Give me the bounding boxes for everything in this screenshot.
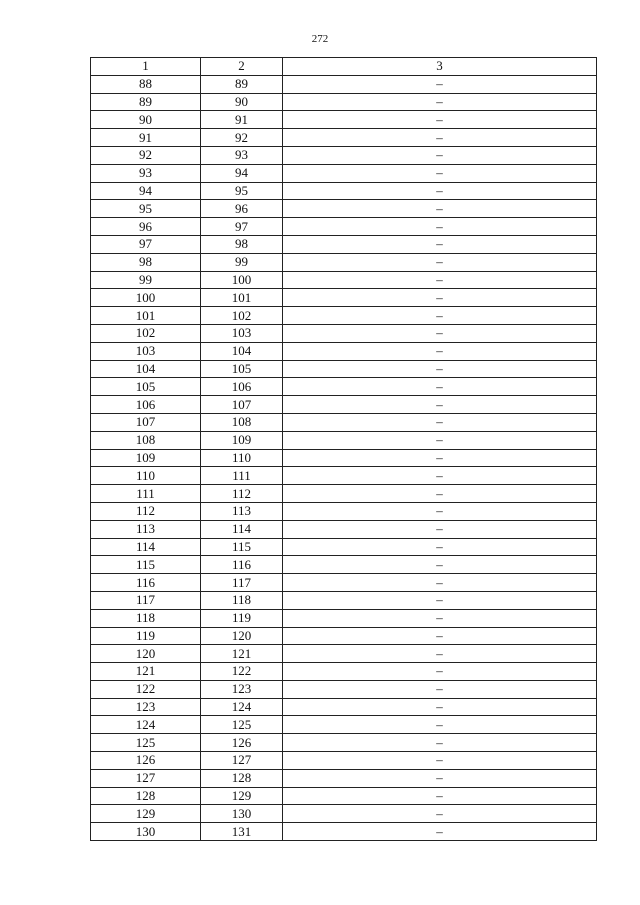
table-row: [91, 467, 597, 485]
table-cell-col-1: 126: [91, 752, 201, 770]
table-cell-col-3: –: [283, 218, 597, 236]
table-header: [91, 58, 597, 76]
table-cell-col-1: 92: [91, 146, 201, 164]
table-cell-col-2: 106: [201, 378, 283, 396]
table-cell-col-2: 117: [201, 574, 283, 592]
column-header-3: 3: [283, 58, 597, 76]
table-row: [91, 396, 597, 414]
table-cell-col-2: 91: [201, 111, 283, 129]
table-row: [91, 75, 597, 93]
table-row: [91, 271, 597, 289]
table-cell-col-3: –: [283, 431, 597, 449]
table-row: [91, 502, 597, 520]
table-cell-col-3: –: [283, 182, 597, 200]
table-cell-col-1: 130: [91, 823, 201, 841]
table-row: [91, 769, 597, 787]
table-row: [91, 235, 597, 253]
page-number: 272: [311, 33, 329, 45]
table-cell-col-2: 89: [201, 75, 283, 93]
table-cell-col-2: 93: [201, 146, 283, 164]
table-row: [91, 609, 597, 627]
table-cell-col-1: 89: [91, 93, 201, 111]
table-cell-col-2: 92: [201, 129, 283, 147]
table-cell-col-1: 102: [91, 324, 201, 342]
table-row: [91, 324, 597, 342]
table-cell-col-1: 107: [91, 413, 201, 431]
table-cell-col-3: –: [283, 146, 597, 164]
table-cell-col-1: 93: [91, 164, 201, 182]
table-row: [91, 698, 597, 716]
table-cell-col-2: 107: [201, 396, 283, 414]
table-cell-col-1: 129: [91, 805, 201, 823]
table-row: [91, 146, 597, 164]
table-cell-col-1: 124: [91, 716, 201, 734]
table-cell-col-2: 102: [201, 307, 283, 325]
table-cell-col-3: –: [283, 111, 597, 129]
table-cell-col-2: 120: [201, 627, 283, 645]
table-cell-col-3: –: [283, 645, 597, 663]
table-row: [91, 200, 597, 218]
table-row: [91, 805, 597, 823]
table-cell-col-1: 108: [91, 431, 201, 449]
table-cell-col-3: –: [283, 734, 597, 752]
table-cell-col-3: –: [283, 752, 597, 770]
table-cell-col-1: 118: [91, 609, 201, 627]
table-cell-col-3: –: [283, 200, 597, 218]
table-cell-col-1: 115: [91, 556, 201, 574]
table-cell-col-1: 98: [91, 253, 201, 271]
table-row: [91, 787, 597, 805]
table-row: [91, 538, 597, 556]
table-row: [91, 111, 597, 129]
table-cell-col-1: 105: [91, 378, 201, 396]
table-cell-col-3: –: [283, 538, 597, 556]
table-row: [91, 289, 597, 307]
table-cell-col-3: –: [283, 467, 597, 485]
table-cell-col-2: 111: [201, 467, 283, 485]
table-cell-col-3: –: [283, 396, 597, 414]
table-cell-col-2: 127: [201, 752, 283, 770]
table-cell-col-1: 120: [91, 645, 201, 663]
table-cell-col-2: 108: [201, 413, 283, 431]
table-row: [91, 485, 597, 503]
table-cell-col-1: 99: [91, 271, 201, 289]
table-cell-col-2: 110: [201, 449, 283, 467]
table-row: [91, 431, 597, 449]
table-cell-col-1: 116: [91, 574, 201, 592]
table-cell-col-2: 126: [201, 734, 283, 752]
table-cell-col-2: 125: [201, 716, 283, 734]
table-cell-col-2: 109: [201, 431, 283, 449]
table-row: [91, 627, 597, 645]
table-cell-col-3: –: [283, 378, 597, 396]
table-cell-col-3: –: [283, 75, 597, 93]
table-row: [91, 342, 597, 360]
table-cell-col-1: 123: [91, 698, 201, 716]
table-cell-col-2: 103: [201, 324, 283, 342]
table-cell-col-1: 125: [91, 734, 201, 752]
table-cell-col-1: 94: [91, 182, 201, 200]
table-cell-col-3: –: [283, 520, 597, 538]
table-cell-col-3: –: [283, 556, 597, 574]
table-cell-col-3: –: [283, 698, 597, 716]
table-cell-col-3: –: [283, 449, 597, 467]
table-row: [91, 413, 597, 431]
table-cell-col-2: 94: [201, 164, 283, 182]
table-cell-col-2: 128: [201, 769, 283, 787]
table-cell-col-2: 100: [201, 271, 283, 289]
table-cell-col-2: 116: [201, 556, 283, 574]
table-cell-col-2: 114: [201, 520, 283, 538]
table-cell-col-2: 99: [201, 253, 283, 271]
table-row: [91, 680, 597, 698]
table-cell-col-3: –: [283, 716, 597, 734]
data-table: [90, 57, 597, 841]
table-cell-col-2: 105: [201, 360, 283, 378]
column-header-1: 1: [91, 58, 201, 76]
table-row: [91, 182, 597, 200]
table-row: [91, 663, 597, 681]
table-cell-col-1: 96: [91, 218, 201, 236]
table-cell-col-2: 131: [201, 823, 283, 841]
table-cell-col-3: –: [283, 342, 597, 360]
table-cell-col-1: 114: [91, 538, 201, 556]
table-cell-col-3: –: [283, 324, 597, 342]
table-cell-col-3: –: [283, 93, 597, 111]
table-cell-col-3: –: [283, 591, 597, 609]
column-header-2: 2: [201, 58, 283, 76]
table-cell-col-3: –: [283, 129, 597, 147]
table-cell-col-2: 118: [201, 591, 283, 609]
table-cell-col-2: 130: [201, 805, 283, 823]
table-cell-col-1: 113: [91, 520, 201, 538]
table-header-row: [91, 58, 597, 76]
table-row: [91, 734, 597, 752]
table-cell-col-2: 104: [201, 342, 283, 360]
table-cell-col-1: 90: [91, 111, 201, 129]
table-cell-col-3: –: [283, 271, 597, 289]
table-row: [91, 93, 597, 111]
table-cell-col-3: –: [283, 307, 597, 325]
table-cell-col-3: –: [283, 574, 597, 592]
table-cell-col-2: 119: [201, 609, 283, 627]
table-cell-col-1: 127: [91, 769, 201, 787]
table-cell-col-3: –: [283, 235, 597, 253]
table-row: [91, 716, 597, 734]
table-cell-col-3: –: [283, 253, 597, 271]
table-cell-col-1: 128: [91, 787, 201, 805]
table-row: [91, 574, 597, 592]
table-cell-col-2: 124: [201, 698, 283, 716]
table-cell-col-2: 121: [201, 645, 283, 663]
table-cell-col-2: 129: [201, 787, 283, 805]
table-cell-col-1: 103: [91, 342, 201, 360]
table-cell-col-3: –: [283, 769, 597, 787]
table-cell-col-3: –: [283, 663, 597, 681]
table-cell-col-3: –: [283, 787, 597, 805]
table-cell-col-1: 97: [91, 235, 201, 253]
table-cell-col-1: 117: [91, 591, 201, 609]
table-row: [91, 449, 597, 467]
table-row: [91, 520, 597, 538]
table-row: [91, 360, 597, 378]
table-cell-col-3: –: [283, 823, 597, 841]
table-cell-col-1: 106: [91, 396, 201, 414]
table-cell-col-1: 100: [91, 289, 201, 307]
table-cell-col-3: –: [283, 680, 597, 698]
table-cell-col-3: –: [283, 502, 597, 520]
table-cell-col-2: 98: [201, 235, 283, 253]
table-row: [91, 378, 597, 396]
table-cell-col-1: 121: [91, 663, 201, 681]
table-cell-col-2: 95: [201, 182, 283, 200]
table-cell-col-3: –: [283, 627, 597, 645]
table-cell-col-2: 90: [201, 93, 283, 111]
table-row: [91, 129, 597, 147]
table-cell-col-2: 123: [201, 680, 283, 698]
table-row: [91, 823, 597, 841]
table-cell-col-1: 112: [91, 502, 201, 520]
table-cell-col-2: 122: [201, 663, 283, 681]
table-row: [91, 253, 597, 271]
table-cell-col-3: –: [283, 609, 597, 627]
table-row: [91, 218, 597, 236]
table-cell-col-3: –: [283, 164, 597, 182]
table-cell-col-2: 96: [201, 200, 283, 218]
table-row: [91, 307, 597, 325]
table-cell-col-1: 101: [91, 307, 201, 325]
table-cell-col-3: –: [283, 485, 597, 503]
table-row: [91, 752, 597, 770]
table-cell-col-1: 119: [91, 627, 201, 645]
table-cell-col-3: –: [283, 289, 597, 307]
table-row: [91, 591, 597, 609]
table-row: [91, 556, 597, 574]
table-cell-col-2: 112: [201, 485, 283, 503]
table-cell-col-1: 122: [91, 680, 201, 698]
table-cell-col-1: 111: [91, 485, 201, 503]
table-cell-col-3: –: [283, 413, 597, 431]
table-cell-col-2: 97: [201, 218, 283, 236]
table-cell-col-1: 95: [91, 200, 201, 218]
table-cell-col-3: –: [283, 805, 597, 823]
table-cell-col-1: 88: [91, 75, 201, 93]
table-cell-col-1: 91: [91, 129, 201, 147]
table-body: [91, 75, 597, 840]
table-cell-col-2: 113: [201, 502, 283, 520]
table-cell-col-2: 115: [201, 538, 283, 556]
table-row: [91, 645, 597, 663]
table-cell-col-1: 104: [91, 360, 201, 378]
table-cell-col-2: 101: [201, 289, 283, 307]
table-row: [91, 164, 597, 182]
table-cell-col-1: 110: [91, 467, 201, 485]
table-cell-col-3: –: [283, 360, 597, 378]
table-cell-col-1: 109: [91, 449, 201, 467]
